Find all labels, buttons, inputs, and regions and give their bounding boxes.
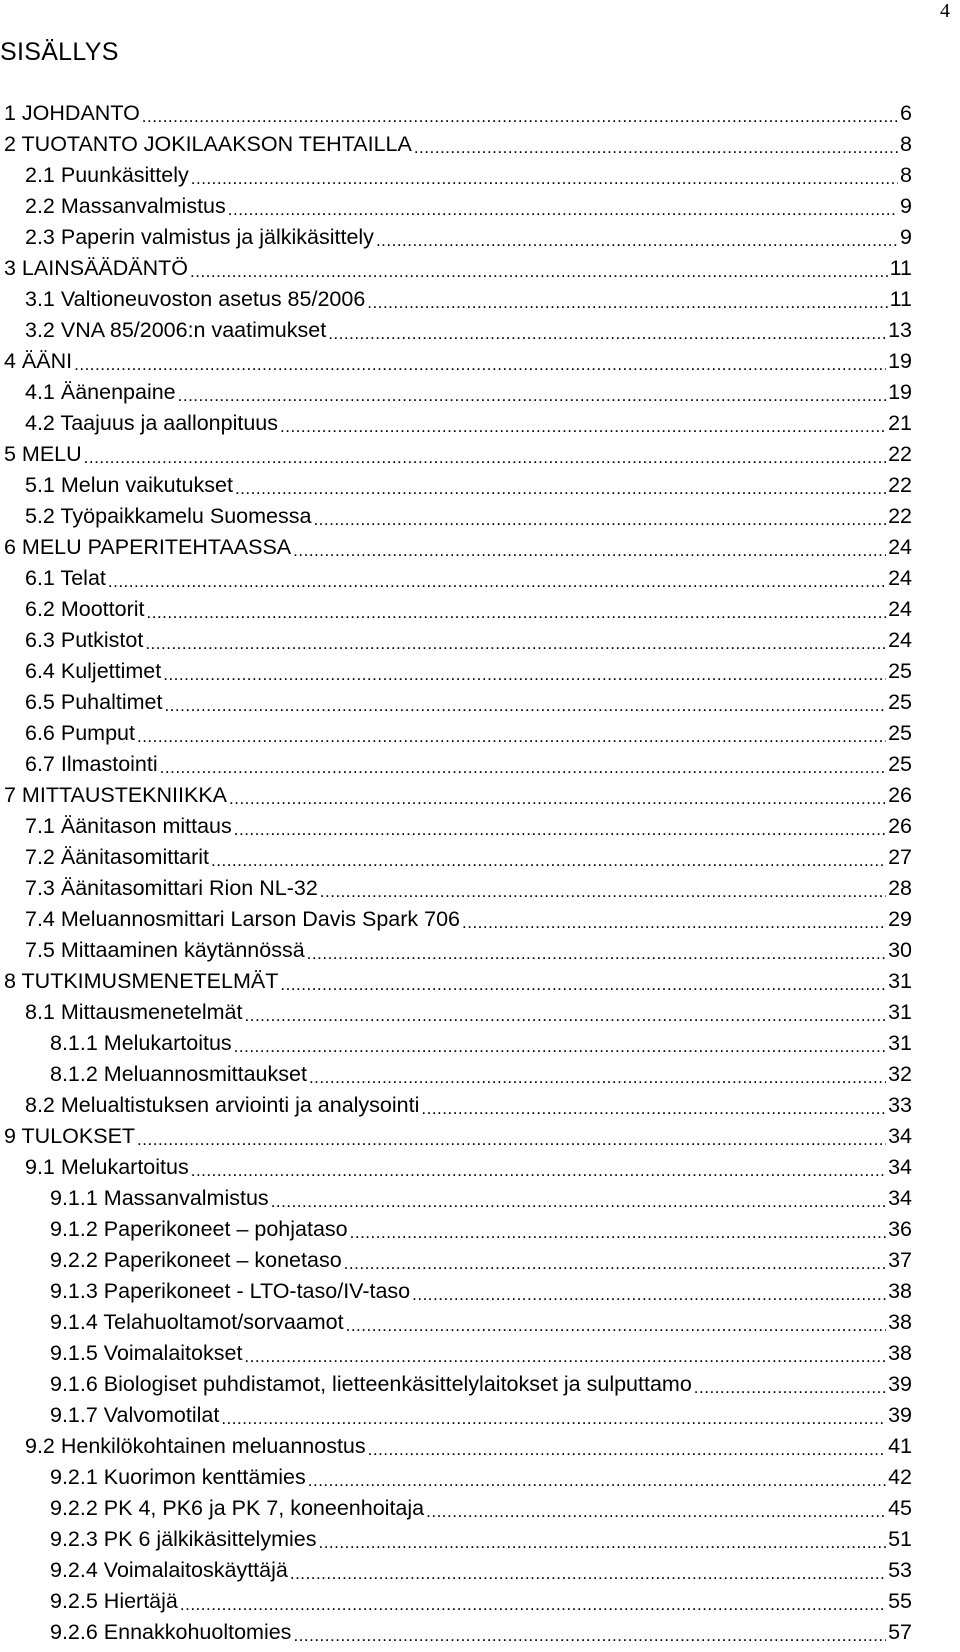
toc-entry-page: 45 (888, 1496, 912, 1520)
toc-entry-page: 26 (888, 783, 912, 807)
toc-entry[interactable] (0, 1586, 912, 1617)
toc-entry-title: 4 ÄÄNI (4, 349, 73, 373)
toc-entry-title: 2.1 Puunkäsittely (25, 163, 189, 187)
dot-leader (137, 724, 886, 749)
dot-leader (368, 1437, 886, 1462)
toc-entry-page: 25 (888, 690, 912, 714)
toc-entry-page: 34 (888, 1186, 912, 1210)
toc-entry-title: 2.2 Massanvalmistus (25, 194, 226, 218)
dot-leader (180, 1592, 886, 1617)
toc-entry-page: 21 (888, 411, 912, 435)
toc-entry-title: 2 TUOTANTO JOKILAAKSON TEHTAILLA (4, 132, 412, 156)
dot-leader (271, 1189, 886, 1214)
toc-entry-page: 38 (888, 1310, 912, 1334)
dot-leader (694, 1375, 886, 1400)
toc-entry-title: 2.3 Paperin valmistus ja jälkikäsittely (25, 225, 374, 249)
dot-leader (234, 817, 886, 842)
toc-entry[interactable] (0, 346, 912, 377)
toc-entry-page: 34 (888, 1124, 912, 1148)
dot-leader (376, 228, 898, 253)
toc-entry-page: 25 (888, 752, 912, 776)
toc-entry[interactable] (0, 1183, 912, 1214)
toc-entry-title: 7.5 Mittaaminen käytännössä (25, 938, 305, 962)
toc-entry-title: 6.7 Ilmastointi (25, 752, 158, 776)
dot-leader (350, 1220, 886, 1245)
toc-entry-page: 53 (888, 1558, 912, 1582)
toc-entry-page: 24 (888, 535, 912, 559)
toc-entry-page: 31 (888, 969, 912, 993)
toc-entry-title: 6.5 Puhaltimet (25, 690, 163, 714)
dot-leader (190, 259, 888, 284)
toc-entry[interactable] (0, 1121, 912, 1152)
toc-entry[interactable] (0, 1555, 912, 1586)
dot-leader (318, 1530, 886, 1555)
toc-entry[interactable] (0, 1369, 912, 1400)
toc-entry[interactable] (0, 718, 912, 749)
toc-entry-page: 34 (888, 1155, 912, 1179)
toc-entry[interactable] (0, 1276, 912, 1307)
toc-entry-title: 9.1.6 Biologiset puhdistamot, lietteenkäsittelylaitokset ja sulputtamo (50, 1372, 692, 1396)
toc-entry[interactable] (0, 625, 912, 656)
toc-entry-page: 24 (888, 597, 912, 621)
toc-entry-page: 13 (888, 318, 912, 342)
toc-entry-title: 8.1 Mittausmenetelmät (25, 1000, 243, 1024)
dot-leader (229, 786, 886, 811)
dot-leader (346, 1313, 886, 1338)
dot-leader (344, 1251, 886, 1276)
toc-entry-page: 36 (888, 1217, 912, 1241)
toc-entry[interactable] (0, 501, 912, 532)
toc-entry-title: 3.2 VNA 85/2006:n vaatimukset (25, 318, 327, 342)
toc-entry[interactable] (0, 904, 912, 935)
toc-entry-title: 8 TUTKIMUSMENETELMÄT (4, 969, 279, 993)
dot-leader (164, 693, 886, 718)
toc-entry-page: 22 (888, 442, 912, 466)
toc-entry-page: 30 (888, 938, 912, 962)
dot-leader (293, 1623, 886, 1648)
dot-leader (367, 290, 887, 315)
toc-entry[interactable] (0, 1431, 912, 1462)
toc-entry-title: 8.1.1 Melukartoitus (50, 1031, 232, 1055)
dot-leader (221, 1406, 886, 1431)
dot-leader (108, 569, 886, 594)
toc-entry-page: 42 (888, 1465, 912, 1489)
dot-leader (163, 662, 886, 687)
dot-leader (160, 755, 886, 780)
dot-leader (290, 1561, 886, 1586)
dot-leader (234, 1034, 886, 1059)
dot-leader (309, 1065, 886, 1090)
toc-entry-title: 9.2.5 Hiertäjä (50, 1589, 178, 1613)
dot-leader (462, 910, 886, 935)
toc-entry[interactable] (0, 532, 912, 563)
toc-entry[interactable] (0, 1462, 912, 1493)
toc-entry-title: 7 MITTAUSTEKNIIKKA (4, 783, 227, 807)
toc-entry-title: 1 JOHDANTO (4, 101, 140, 125)
toc-entry[interactable] (0, 873, 912, 904)
toc-entry-title: 5.1 Melun vaikutukset (25, 473, 233, 497)
toc-entry-page: 25 (888, 721, 912, 745)
toc-entry-page: 11 (889, 256, 912, 280)
toc-entry[interactable] (0, 749, 912, 780)
toc-entry-page: 55 (888, 1589, 912, 1613)
toc-entry[interactable] (0, 1245, 912, 1276)
dot-leader (84, 445, 886, 470)
dot-leader (328, 321, 886, 346)
toc-entry-page: 31 (888, 1031, 912, 1055)
toc-entry-page: 24 (888, 566, 912, 590)
toc-entry[interactable] (0, 191, 912, 222)
dot-leader (137, 1127, 886, 1152)
toc-entry-title: 6.2 Moottorit (25, 597, 145, 621)
toc-title: SISÄLLYS (0, 38, 119, 66)
dot-leader (191, 166, 898, 191)
toc-entry-title: 9.2.3 PK 6 jälkikäsittelymies (50, 1527, 317, 1551)
dot-leader (235, 476, 886, 501)
toc-entry[interactable] (0, 129, 912, 160)
dot-leader (412, 1282, 886, 1307)
toc-entry[interactable] (0, 160, 912, 191)
dot-leader (421, 1096, 886, 1121)
toc-entry-page: 33 (888, 1093, 912, 1117)
toc-entry[interactable] (0, 1493, 912, 1524)
toc-entry[interactable] (0, 1400, 912, 1431)
toc-entry-title: 9.2.6 Ennakkohuoltomies (50, 1620, 292, 1644)
dot-leader (414, 135, 898, 160)
toc-entry-title: 9.1.2 Paperikoneet – pohjataso (50, 1217, 348, 1241)
toc-entry-title: 9.2.2 Paperikoneet – konetaso (50, 1248, 342, 1272)
toc-entry[interactable] (0, 1524, 912, 1555)
dot-leader (211, 848, 886, 873)
toc-entry-page: 24 (888, 628, 912, 652)
toc-entry-page: 28 (888, 876, 912, 900)
toc-entry-title: 9.1.7 Valvomotilat (50, 1403, 220, 1427)
toc-entry[interactable] (0, 656, 912, 687)
toc-entry-page: 32 (888, 1062, 912, 1086)
toc-entry-title: 9.1.3 Paperikoneet - LTO-taso/IV-taso (50, 1279, 411, 1303)
toc-entry-title: 9.2.4 Voimalaitoskäyttäjä (50, 1558, 288, 1582)
toc-entry-title: 5 MELU (4, 442, 82, 466)
toc-entry-title: 9.1 Melukartoitus (25, 1155, 189, 1179)
page-number: 4 (940, 0, 950, 22)
toc-entry-page: 19 (888, 380, 912, 404)
dot-leader (280, 414, 886, 439)
toc-entry-title: 8.1.2 Meluannosmittaukset (50, 1062, 307, 1086)
toc-entry[interactable] (0, 966, 912, 997)
dot-leader (307, 941, 886, 966)
toc-entry-page: 19 (888, 349, 912, 373)
dot-leader (320, 879, 886, 904)
dot-leader (74, 352, 886, 377)
toc-entry[interactable] (0, 1152, 912, 1183)
toc-entry-title: 6.4 Kuljettimet (25, 659, 162, 683)
toc-entry-title: 7.4 Meluannosmittari Larson Davis Spark 706 (25, 907, 460, 931)
toc-entry[interactable] (0, 1338, 912, 1369)
toc-entry-page: 41 (888, 1434, 912, 1458)
toc-entry-title: 4.2 Taajuus ja aallonpituus (25, 411, 279, 435)
toc-entry[interactable] (0, 1059, 912, 1090)
toc-entry[interactable] (0, 408, 912, 439)
toc-entry[interactable] (0, 594, 912, 625)
toc-entry-title: 6 MELU PAPERITEHTAASSA (4, 535, 292, 559)
dot-leader (280, 972, 886, 997)
toc-entry-page: 27 (888, 845, 912, 869)
toc-entry-title: 8.2 Melualtistuksen arviointi ja analysointi (25, 1093, 420, 1117)
toc-entry-title: 5.2 Työpaikkamelu Suomessa (25, 504, 312, 528)
toc-entry[interactable] (0, 377, 912, 408)
toc-entry-page: 38 (888, 1279, 912, 1303)
table-of-contents (0, 98, 912, 1648)
toc-entry[interactable] (0, 1307, 912, 1338)
toc-entry[interactable] (0, 935, 912, 966)
dot-leader (426, 1499, 886, 1524)
dot-leader (145, 631, 886, 656)
toc-entry-page: 39 (888, 1403, 912, 1427)
dot-leader (142, 104, 898, 129)
dot-leader (245, 1003, 887, 1028)
toc-entry-page: 51 (888, 1527, 912, 1551)
dot-leader (293, 538, 886, 563)
toc-entry-title: 9.2.1 Kuorimon kenttämies (50, 1465, 306, 1489)
dot-leader (147, 600, 887, 625)
toc-entry-title: 3.1 Valtioneuvoston asetus 85/2006 (25, 287, 366, 311)
toc-entry[interactable] (0, 687, 912, 718)
toc-entry-title: 9 TULOKSET (4, 1124, 136, 1148)
toc-entry-page: 6 (900, 101, 912, 125)
toc-entry-title: 6.3 Putkistot (25, 628, 144, 652)
toc-entry-page: 26 (888, 814, 912, 838)
toc-entry-page: 31 (888, 1000, 912, 1024)
toc-entry-page: 57 (888, 1620, 912, 1644)
toc-entry[interactable] (0, 997, 912, 1028)
toc-entry[interactable] (0, 253, 912, 284)
toc-entry-title: 7.2 Äänitasomittarit (25, 845, 210, 869)
toc-entry[interactable] (0, 1090, 912, 1121)
toc-entry-page: 38 (888, 1341, 912, 1365)
toc-entry-page: 22 (888, 504, 912, 528)
dot-leader (313, 507, 886, 532)
toc-entry-page: 8 (900, 163, 912, 187)
toc-entry-title: 9.2.2 PK 4, PK6 ja PK 7, koneenhoitaja (50, 1496, 425, 1520)
toc-entry[interactable] (0, 1214, 912, 1245)
dot-leader (228, 197, 898, 222)
dot-leader (308, 1468, 886, 1493)
toc-entry[interactable] (0, 470, 912, 501)
toc-entry[interactable] (0, 315, 912, 346)
dot-leader (191, 1158, 886, 1183)
toc-entry-title: 6.1 Telat (25, 566, 106, 590)
toc-entry[interactable] (0, 1617, 912, 1648)
toc-entry-title: 7.1 Äänitason mittaus (25, 814, 232, 838)
toc-entry-title: 6.6 Pumput (25, 721, 135, 745)
toc-entry-page: 37 (888, 1248, 912, 1272)
toc-entry-title: 7.3 Äänitasomittari Rion NL-32 (25, 876, 318, 900)
toc-entry-page: 9 (900, 194, 912, 218)
toc-entry[interactable] (0, 811, 912, 842)
toc-entry[interactable] (0, 563, 912, 594)
toc-entry-page: 25 (888, 659, 912, 683)
toc-entry-page: 22 (888, 473, 912, 497)
toc-entry[interactable] (0, 1028, 912, 1059)
toc-entry-page: 11 (889, 287, 912, 311)
dot-leader (178, 383, 886, 408)
toc-entry[interactable] (0, 98, 912, 129)
toc-entry-page: 29 (888, 907, 912, 931)
toc-entry-title: 9.1.4 Telahuoltamot/sorvaamot (50, 1310, 344, 1334)
toc-entry[interactable] (0, 842, 912, 873)
toc-entry-page: 9 (900, 225, 912, 249)
toc-entry[interactable] (0, 284, 912, 315)
toc-entry-title: 4.1 Äänenpaine (25, 380, 176, 404)
toc-entry[interactable] (0, 439, 912, 470)
toc-entry-title: 3 LAINSÄÄDÄNTÖ (4, 256, 188, 280)
toc-entry-page: 8 (900, 132, 912, 156)
dot-leader (244, 1344, 886, 1369)
toc-entry-page: 39 (888, 1372, 912, 1396)
toc-entry[interactable] (0, 222, 912, 253)
toc-entry[interactable] (0, 780, 912, 811)
toc-entry-title: 9.2 Henkilökohtainen meluannostus (25, 1434, 366, 1458)
toc-entry-title: 9.1.5 Voimalaitokset (50, 1341, 243, 1365)
toc-entry-title: 9.1.1 Massanvalmistus (50, 1186, 269, 1210)
